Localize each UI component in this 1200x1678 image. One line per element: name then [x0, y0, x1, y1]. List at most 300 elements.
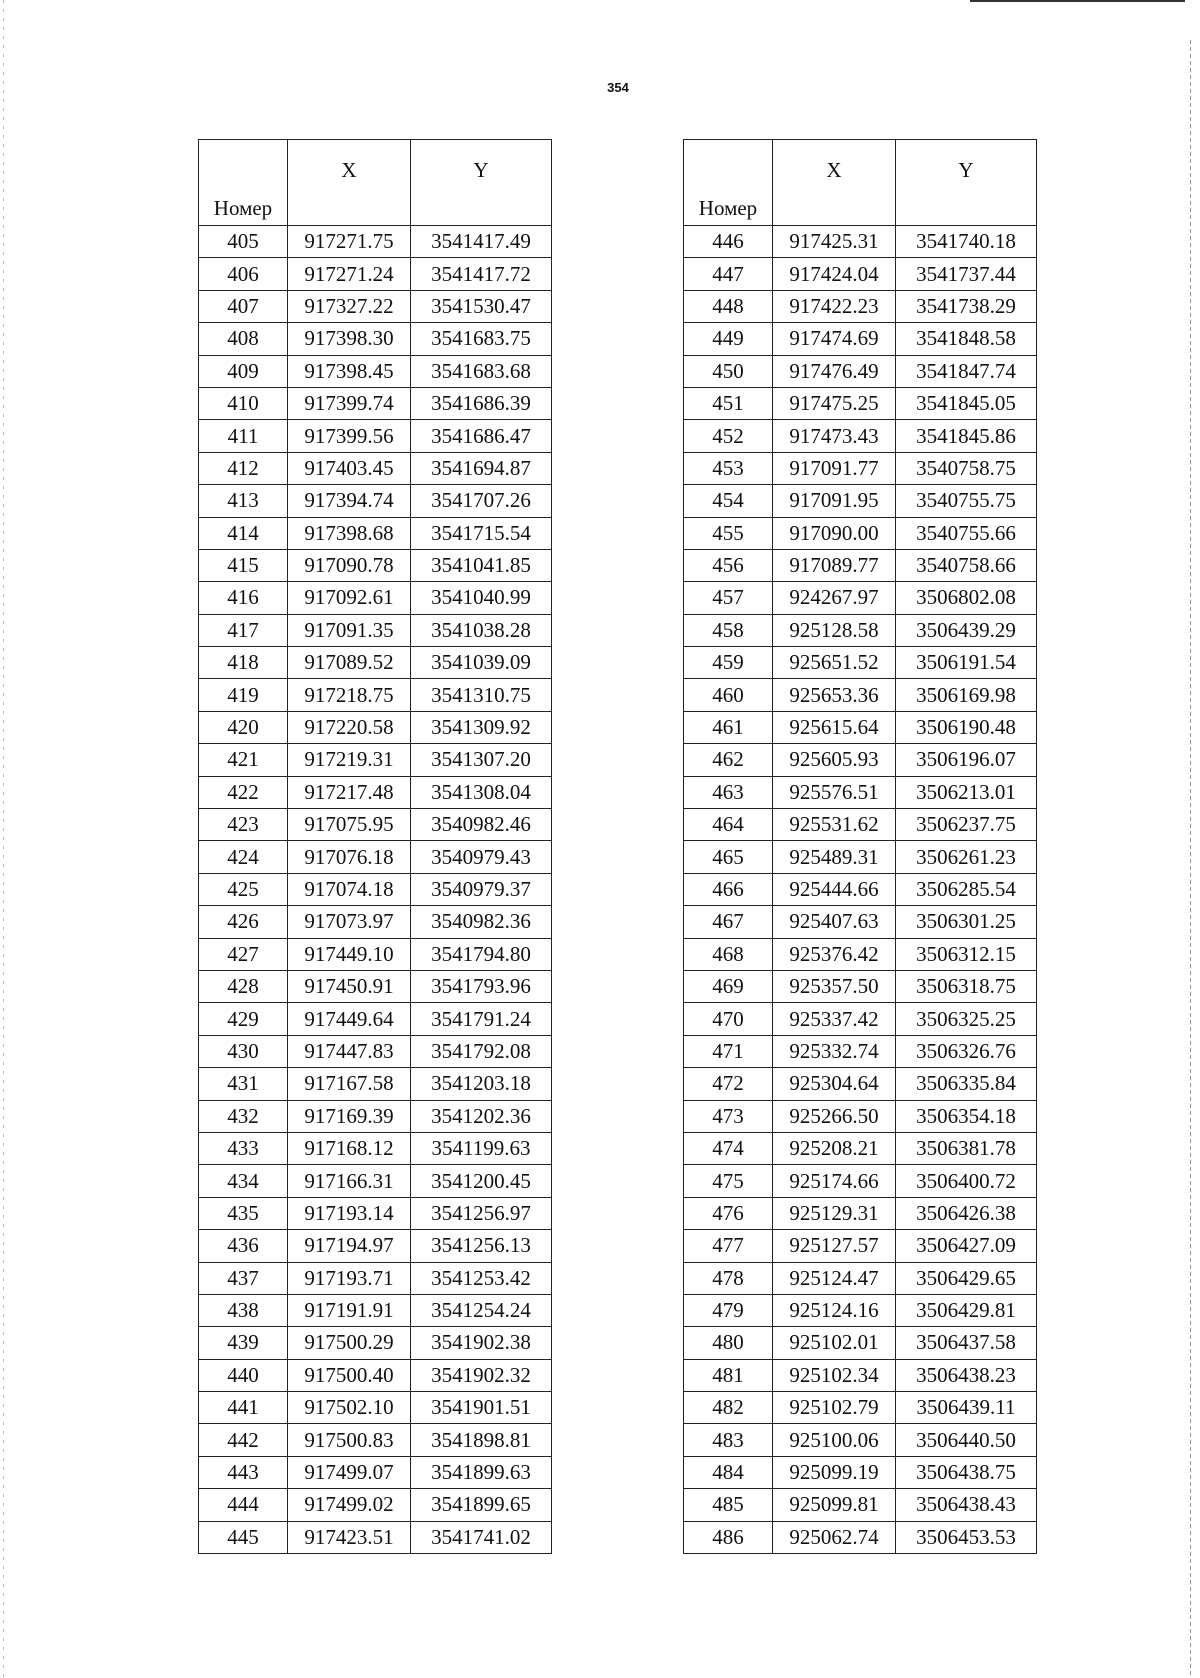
cell-x: 925062.74 [773, 1521, 896, 1553]
cell-x: 917425.31 [773, 226, 896, 258]
cell-x: 917474.69 [773, 323, 896, 355]
cell-number: 462 [684, 744, 773, 776]
cell-x: 917089.77 [773, 549, 896, 581]
cell-number: 452 [684, 420, 773, 452]
table-row [199, 452, 552, 484]
cell-number: 445 [199, 1521, 288, 1553]
cell-number: 459 [684, 647, 773, 679]
cell-x: 925576.51 [773, 776, 896, 808]
cell-number: 486 [684, 1521, 773, 1553]
table-row [199, 323, 552, 355]
table-row [199, 647, 552, 679]
table-row [199, 1165, 552, 1197]
cell-y: 3506802.08 [896, 582, 1037, 614]
cell-x: 917424.04 [773, 258, 896, 290]
table-row [684, 517, 1037, 549]
table-row [199, 906, 552, 938]
table-row [684, 355, 1037, 387]
cell-x: 925099.81 [773, 1489, 896, 1521]
table-row [199, 1327, 552, 1359]
cell-x: 925489.31 [773, 841, 896, 873]
cell-y: 3506429.65 [896, 1262, 1037, 1294]
cell-x: 917500.40 [288, 1359, 411, 1391]
cell-number: 456 [684, 549, 773, 581]
cell-x: 925102.34 [773, 1359, 896, 1391]
cell-number: 478 [684, 1262, 773, 1294]
table-row [199, 1294, 552, 1326]
cell-x: 917399.74 [288, 387, 411, 419]
cell-x: 917398.30 [288, 323, 411, 355]
table-row [199, 1230, 552, 1262]
cell-number: 473 [684, 1100, 773, 1132]
cell-number: 420 [199, 711, 288, 743]
cell-y: 3506439.11 [896, 1392, 1037, 1424]
table-row [684, 1262, 1037, 1294]
table-row [684, 744, 1037, 776]
table-row [199, 485, 552, 517]
cell-number: 483 [684, 1424, 773, 1456]
cell-number: 485 [684, 1489, 773, 1521]
table-row [684, 1392, 1037, 1424]
cell-x: 917191.91 [288, 1294, 411, 1326]
cell-y: 3541310.75 [411, 679, 552, 711]
cell-number: 484 [684, 1456, 773, 1488]
cell-x: 917091.95 [773, 485, 896, 517]
header-y: Y [411, 140, 552, 226]
cell-x: 925102.01 [773, 1327, 896, 1359]
table-row [199, 1100, 552, 1132]
cell-number: 434 [199, 1165, 288, 1197]
scan-artifact-line [970, 0, 1185, 2]
cell-number: 474 [684, 1132, 773, 1164]
cell-x: 917193.71 [288, 1262, 411, 1294]
table-row [684, 258, 1037, 290]
table-row [684, 1424, 1037, 1456]
cell-number: 406 [199, 258, 288, 290]
table-row [199, 776, 552, 808]
cell-y: 3541737.44 [896, 258, 1037, 290]
table-row [199, 1359, 552, 1391]
cell-y: 3541899.65 [411, 1489, 552, 1521]
cell-number: 435 [199, 1197, 288, 1229]
cell-number: 433 [199, 1132, 288, 1164]
cell-number: 425 [199, 873, 288, 905]
table-row [199, 711, 552, 743]
cell-number: 436 [199, 1230, 288, 1262]
cell-y: 3540982.36 [411, 906, 552, 938]
cell-number: 439 [199, 1327, 288, 1359]
cell-number: 431 [199, 1068, 288, 1100]
cell-number: 442 [199, 1424, 288, 1456]
cell-y: 3506426.38 [896, 1197, 1037, 1229]
table-row [684, 226, 1037, 258]
table-row [684, 1132, 1037, 1164]
table-row [199, 614, 552, 646]
cell-number: 472 [684, 1068, 773, 1100]
cell-y: 3506453.53 [896, 1521, 1037, 1553]
table-row [684, 549, 1037, 581]
coordinates-table-right [683, 139, 1037, 1554]
cell-x: 917218.75 [288, 679, 411, 711]
cell-number: 467 [684, 906, 773, 938]
cell-number: 449 [684, 323, 773, 355]
cell-number: 482 [684, 1392, 773, 1424]
table-row [199, 1521, 552, 1553]
cell-y: 3541202.36 [411, 1100, 552, 1132]
cell-number: 437 [199, 1262, 288, 1294]
cell-y: 3541898.81 [411, 1424, 552, 1456]
cell-x: 925124.47 [773, 1262, 896, 1294]
cell-y: 3506169.98 [896, 679, 1037, 711]
table-row [199, 679, 552, 711]
cell-number: 477 [684, 1230, 773, 1262]
table-row [199, 841, 552, 873]
header-x: X [288, 140, 411, 226]
cell-number: 461 [684, 711, 773, 743]
cell-y: 3506439.29 [896, 614, 1037, 646]
cell-x: 917499.07 [288, 1456, 411, 1488]
cell-y: 3506440.50 [896, 1424, 1037, 1456]
table-row [199, 744, 552, 776]
cell-x: 917398.68 [288, 517, 411, 549]
cell-x: 917220.58 [288, 711, 411, 743]
cell-y: 3541715.54 [411, 517, 552, 549]
header-number: Номер [199, 140, 288, 226]
cell-x: 925128.58 [773, 614, 896, 646]
cell-y: 3541792.08 [411, 1035, 552, 1067]
coordinates-table-left [198, 139, 552, 1554]
cell-x: 917075.95 [288, 809, 411, 841]
cell-number: 409 [199, 355, 288, 387]
cell-y: 3541256.13 [411, 1230, 552, 1262]
table-row [684, 1035, 1037, 1067]
cell-y: 3506438.75 [896, 1456, 1037, 1488]
cell-x: 917449.64 [288, 1003, 411, 1035]
table-row [199, 873, 552, 905]
cell-number: 457 [684, 582, 773, 614]
cell-y: 3506318.75 [896, 970, 1037, 1002]
cell-y: 3541307.20 [411, 744, 552, 776]
cell-number: 440 [199, 1359, 288, 1391]
cell-x: 925129.31 [773, 1197, 896, 1229]
cell-number: 480 [684, 1327, 773, 1359]
cell-x: 917167.58 [288, 1068, 411, 1100]
cell-y: 3541694.87 [411, 452, 552, 484]
cell-x: 917217.48 [288, 776, 411, 808]
cell-y: 3541738.29 [896, 290, 1037, 322]
table-row [684, 1359, 1037, 1391]
table-row [199, 938, 552, 970]
table-row [199, 1035, 552, 1067]
cell-y: 3541845.86 [896, 420, 1037, 452]
cell-y: 3541902.32 [411, 1359, 552, 1391]
cell-x: 925304.64 [773, 1068, 896, 1100]
cell-y: 3506312.15 [896, 938, 1037, 970]
cell-y: 3540982.46 [411, 809, 552, 841]
cell-number: 446 [684, 226, 773, 258]
cell-number: 415 [199, 549, 288, 581]
cell-number: 451 [684, 387, 773, 419]
cell-y: 3540755.66 [896, 517, 1037, 549]
cell-y: 3541041.85 [411, 549, 552, 581]
cell-x: 925651.52 [773, 647, 896, 679]
cell-x: 917091.35 [288, 614, 411, 646]
scan-edge-right [1190, 40, 1191, 1678]
table-row [684, 938, 1037, 970]
cell-y: 3540979.43 [411, 841, 552, 873]
table-row [199, 290, 552, 322]
table-row [199, 387, 552, 419]
table-row [199, 1456, 552, 1488]
cell-x: 917089.52 [288, 647, 411, 679]
cell-y: 3541683.75 [411, 323, 552, 355]
cell-number: 475 [684, 1165, 773, 1197]
cell-y: 3541899.63 [411, 1456, 552, 1488]
cell-y: 3541847.74 [896, 355, 1037, 387]
cell-x: 917449.10 [288, 938, 411, 970]
cell-x: 917500.29 [288, 1327, 411, 1359]
cell-number: 463 [684, 776, 773, 808]
cell-number: 416 [199, 582, 288, 614]
cell-y: 3506429.81 [896, 1294, 1037, 1326]
cell-x: 925266.50 [773, 1100, 896, 1132]
table-row [684, 1165, 1037, 1197]
cell-y: 3506301.25 [896, 906, 1037, 938]
cell-number: 476 [684, 1197, 773, 1229]
cell-y: 3506326.76 [896, 1035, 1037, 1067]
cell-number: 465 [684, 841, 773, 873]
cell-number: 414 [199, 517, 288, 549]
cell-y: 3506438.23 [896, 1359, 1037, 1391]
cell-y: 3541417.49 [411, 226, 552, 258]
table-row [199, 517, 552, 549]
table-row [684, 1327, 1037, 1359]
cell-x: 917074.18 [288, 873, 411, 905]
cell-number: 405 [199, 226, 288, 258]
cell-x: 925653.36 [773, 679, 896, 711]
cell-y: 3506438.43 [896, 1489, 1037, 1521]
cell-y: 3541417.72 [411, 258, 552, 290]
cell-y: 3541845.05 [896, 387, 1037, 419]
cell-x: 917476.49 [773, 355, 896, 387]
cell-number: 443 [199, 1456, 288, 1488]
table-row [199, 1068, 552, 1100]
cell-number: 412 [199, 452, 288, 484]
table-row [199, 1424, 552, 1456]
cell-y: 3540755.75 [896, 485, 1037, 517]
cell-x: 917403.45 [288, 452, 411, 484]
cell-number: 427 [199, 938, 288, 970]
cell-x: 925615.64 [773, 711, 896, 743]
cell-number: 419 [199, 679, 288, 711]
table-row [684, 452, 1037, 484]
cell-x: 925337.42 [773, 1003, 896, 1035]
cell-x: 925407.63 [773, 906, 896, 938]
cell-number: 411 [199, 420, 288, 452]
cell-x: 917502.10 [288, 1392, 411, 1424]
cell-x: 925605.93 [773, 744, 896, 776]
cell-y: 3541740.18 [896, 226, 1037, 258]
cell-x: 917475.25 [773, 387, 896, 419]
cell-number: 410 [199, 387, 288, 419]
table-row [684, 1068, 1037, 1100]
table-row [684, 841, 1037, 873]
cell-y: 3541683.68 [411, 355, 552, 387]
cell-x: 925127.57 [773, 1230, 896, 1262]
table-row [199, 1003, 552, 1035]
cell-x: 925102.79 [773, 1392, 896, 1424]
cell-number: 458 [684, 614, 773, 646]
cell-y: 3541686.39 [411, 387, 552, 419]
cell-x: 917219.31 [288, 744, 411, 776]
cell-x: 917091.77 [773, 452, 896, 484]
cell-number: 454 [684, 485, 773, 517]
cell-y: 3506335.84 [896, 1068, 1037, 1100]
table-row [684, 1489, 1037, 1521]
table-row [199, 226, 552, 258]
cell-y: 3506237.75 [896, 809, 1037, 841]
cell-y: 3541309.92 [411, 711, 552, 743]
table-row [199, 1489, 552, 1521]
table-row [684, 1100, 1037, 1132]
cell-y: 3541308.04 [411, 776, 552, 808]
cell-y: 3540758.75 [896, 452, 1037, 484]
header-y: Y [896, 140, 1037, 226]
table-row [684, 1521, 1037, 1553]
cell-y: 3540979.37 [411, 873, 552, 905]
cell-y: 3541040.99 [411, 582, 552, 614]
table-row [684, 873, 1037, 905]
table-row [684, 970, 1037, 1002]
table-row [684, 906, 1037, 938]
cell-x: 917499.02 [288, 1489, 411, 1521]
table-row [684, 323, 1037, 355]
cell-y: 3506354.18 [896, 1100, 1037, 1132]
table-row [684, 387, 1037, 419]
cell-y: 3506261.23 [896, 841, 1037, 873]
cell-number: 453 [684, 452, 773, 484]
cell-number: 432 [199, 1100, 288, 1132]
table-row [684, 776, 1037, 808]
cell-number: 408 [199, 323, 288, 355]
cell-number: 466 [684, 873, 773, 905]
cell-number: 450 [684, 355, 773, 387]
cell-x: 917271.75 [288, 226, 411, 258]
cell-x: 917090.78 [288, 549, 411, 581]
cell-number: 413 [199, 485, 288, 517]
table-row [684, 582, 1037, 614]
cell-x: 917447.83 [288, 1035, 411, 1067]
cell-number: 438 [199, 1294, 288, 1326]
table-row [684, 1197, 1037, 1229]
cell-number: 468 [684, 938, 773, 970]
cell-number: 444 [199, 1489, 288, 1521]
cell-x: 917168.12 [288, 1132, 411, 1164]
cell-x: 925208.21 [773, 1132, 896, 1164]
cell-x: 917394.74 [288, 485, 411, 517]
cell-y: 3541707.26 [411, 485, 552, 517]
table-row [199, 355, 552, 387]
cell-x: 917076.18 [288, 841, 411, 873]
cell-y: 3506285.54 [896, 873, 1037, 905]
cell-y: 3506190.48 [896, 711, 1037, 743]
table-row [199, 970, 552, 1002]
table-row [199, 582, 552, 614]
cell-number: 428 [199, 970, 288, 1002]
cell-y: 3541038.28 [411, 614, 552, 646]
cell-x: 925100.06 [773, 1424, 896, 1456]
cell-x: 925357.50 [773, 970, 896, 1002]
cell-x: 917073.97 [288, 906, 411, 938]
cell-x: 917166.31 [288, 1165, 411, 1197]
cell-y: 3506196.07 [896, 744, 1037, 776]
cell-number: 418 [199, 647, 288, 679]
cell-x: 925531.62 [773, 809, 896, 841]
table-row [684, 290, 1037, 322]
table-row [199, 549, 552, 581]
cell-y: 3541256.97 [411, 1197, 552, 1229]
cell-x: 917092.61 [288, 582, 411, 614]
cell-number: 455 [684, 517, 773, 549]
cell-y: 3541200.45 [411, 1165, 552, 1197]
cell-number: 464 [684, 809, 773, 841]
cell-y: 3541793.96 [411, 970, 552, 1002]
table-row [199, 1197, 552, 1229]
cell-y: 3506325.25 [896, 1003, 1037, 1035]
table-row [199, 809, 552, 841]
cell-y: 3541902.38 [411, 1327, 552, 1359]
cell-y: 3506427.09 [896, 1230, 1037, 1262]
table-header-row [199, 140, 552, 226]
table-row [684, 420, 1037, 452]
cell-y: 3541203.18 [411, 1068, 552, 1100]
cell-x: 917194.97 [288, 1230, 411, 1262]
cell-x: 917473.43 [773, 420, 896, 452]
cell-y: 3541901.51 [411, 1392, 552, 1424]
cell-x: 925099.19 [773, 1456, 896, 1488]
cell-x: 925332.74 [773, 1035, 896, 1067]
table-row [684, 1230, 1037, 1262]
cell-y: 3506191.54 [896, 647, 1037, 679]
cell-y: 3506381.78 [896, 1132, 1037, 1164]
cell-x: 924267.97 [773, 582, 896, 614]
cell-y: 3541039.09 [411, 647, 552, 679]
cell-y: 3506400.72 [896, 1165, 1037, 1197]
table-row [684, 1003, 1037, 1035]
cell-x: 925444.66 [773, 873, 896, 905]
table-header-row [684, 140, 1037, 226]
cell-number: 417 [199, 614, 288, 646]
cell-number: 421 [199, 744, 288, 776]
cell-y: 3541686.47 [411, 420, 552, 452]
table-row [684, 614, 1037, 646]
cell-number: 460 [684, 679, 773, 711]
cell-number: 447 [684, 258, 773, 290]
header-x: X [773, 140, 896, 226]
cell-number: 429 [199, 1003, 288, 1035]
cell-y: 3541848.58 [896, 323, 1037, 355]
table-row [199, 1262, 552, 1294]
table-row [199, 420, 552, 452]
cell-x: 917399.56 [288, 420, 411, 452]
cell-number: 469 [684, 970, 773, 1002]
cell-x: 917423.51 [288, 1521, 411, 1553]
cell-number: 422 [199, 776, 288, 808]
cell-y: 3541794.80 [411, 938, 552, 970]
cell-number: 407 [199, 290, 288, 322]
cell-y: 3541254.24 [411, 1294, 552, 1326]
cell-number: 423 [199, 809, 288, 841]
